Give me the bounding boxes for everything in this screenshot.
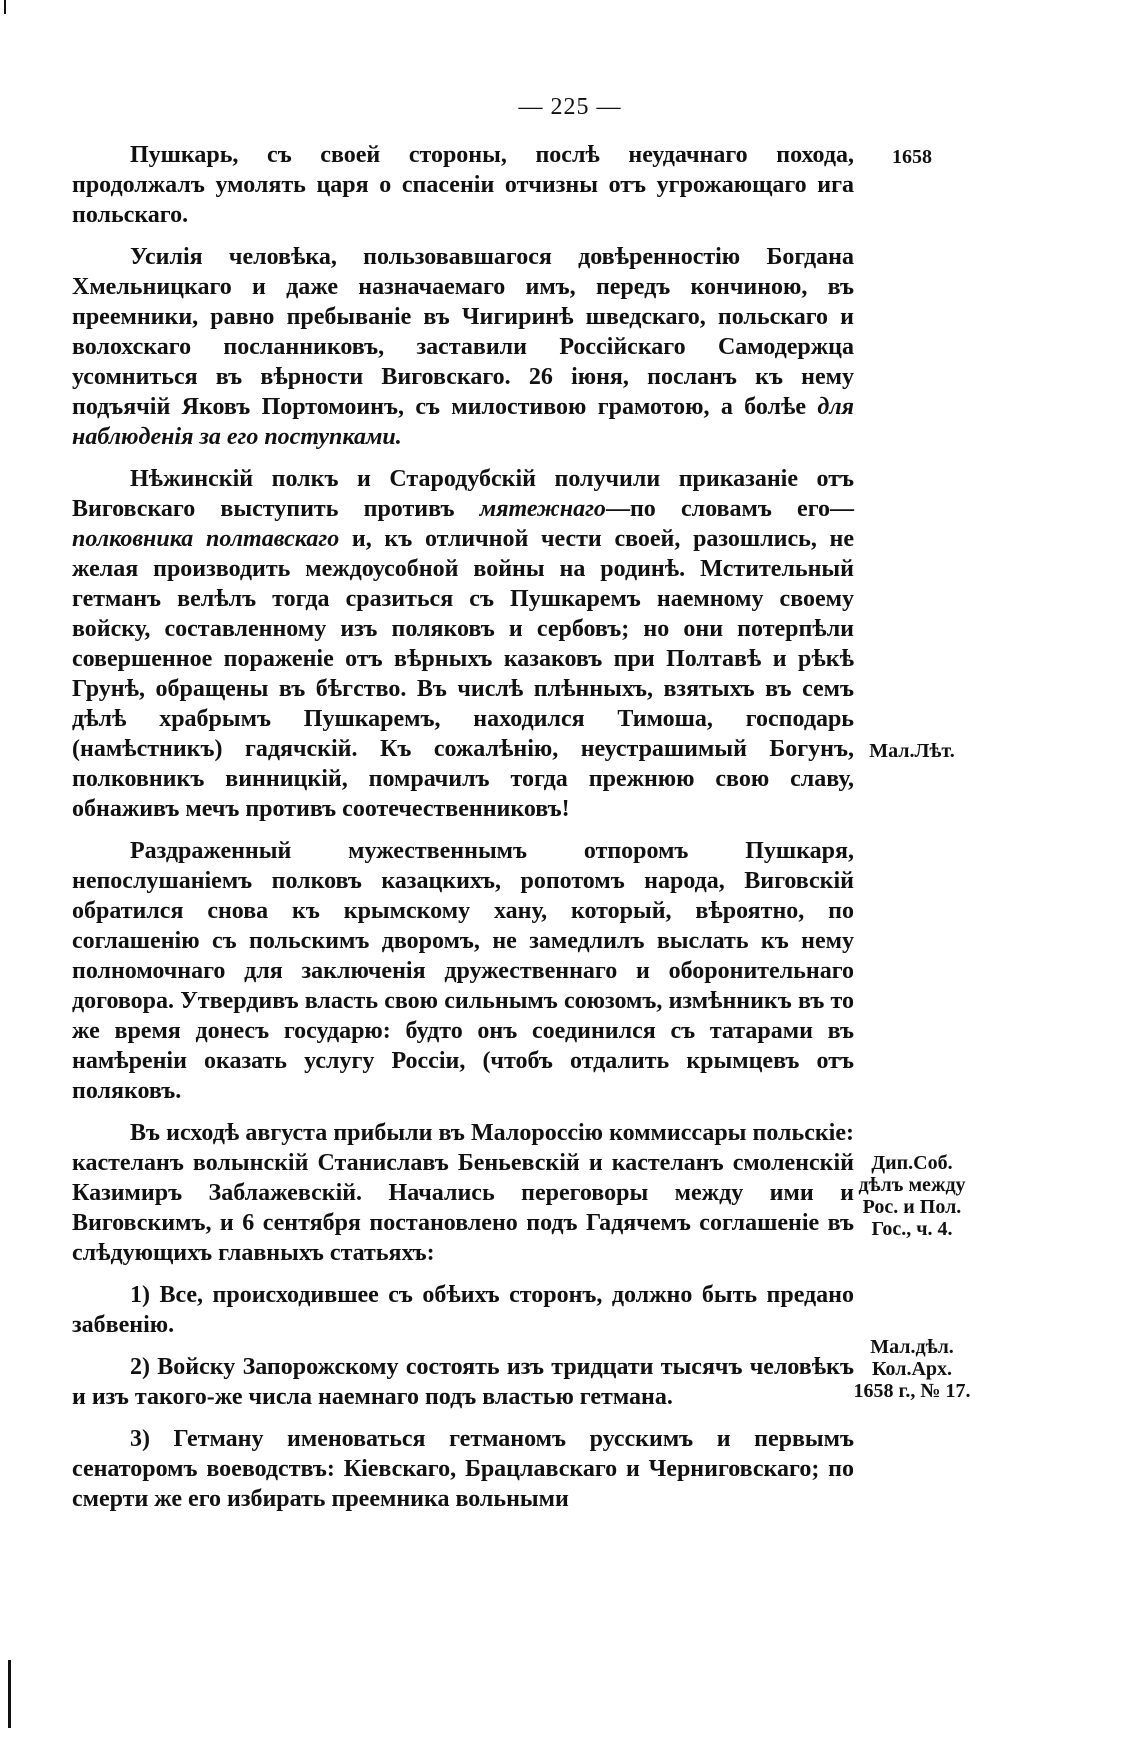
paragraph-3-text-a: Нѣжинскій полкъ и Стародубскій получили приказаніе отъ Виговскаго выступить противъ bbox=[72, 466, 854, 522]
paragraph-4: Раздраженный мужественнымъ отпоромъ Пушкаря, непослушаніемъ полковъ казацкихъ, ропотомъ народа, Виговскій обратился снова къ крымскому хану, который, вѣроятно, по соглашенію съ польскимъ дворомъ, не замедлилъ выслать къ нему полномочнаго для заключенія дружественнаго и оборонительнаго договора. Утвердивъ власть свою сильнымъ союзомъ, измѣнникъ въ то же время донесъ государю: будто онъ соединился съ татарами въ намѣреніи оказать услугу Россіи, (чтобъ отдалить крымцевъ отъ поляковъ. bbox=[72, 838, 854, 1104]
page-number: — 225 — bbox=[518, 94, 622, 120]
main-text bbox=[72, 140, 854, 1526]
paragraph-3-italic-a: мятежнаго bbox=[479, 496, 606, 522]
paragraph-6: 1) Все, происходившее съ обѣихъ сторонъ, должно быть предано забвенію. bbox=[72, 1282, 854, 1338]
paragraph-3-text-b: —по словамъ его— bbox=[605, 496, 854, 522]
paragraph-2-italic: для наблюденія за его поступками. bbox=[72, 394, 854, 450]
paragraph-3-italic-b: полковника полтавскаго bbox=[72, 526, 340, 552]
margin-note-year: 1658 bbox=[892, 146, 932, 168]
paragraph-7: 2) Войску Запорожскому состоять изъ тридцати тысячъ человѣкъ и изъ такого-же числа наемнаго подъ властью гетмана. bbox=[72, 1354, 854, 1410]
margin-note-dip-sob: Дип.Соб. дѣлъ между Рос. и Пол. Гос., ч. 4. bbox=[858, 1152, 966, 1240]
paragraph-2-text: Усилія человѣка, пользовавшагося довѣренностію Богдана Хмельницкаго и даже назначаемаго имъ, передъ кончиною, въ преемники, равно пребываніе въ Чигиринѣ шведскаго, польскаго и волохскаго посланниковъ, заставили Россійскаго Самодержца усомниться въ вѣрности Виговскаго. 26 іюня, посланъ къ нему подъячій Яковъ Портомоинъ, съ милостивою грамотою, а болѣе bbox=[72, 244, 854, 420]
scan-corner-mark bbox=[4, 0, 6, 14]
scan-edge-mark bbox=[8, 1660, 11, 1728]
paragraph-3 bbox=[72, 464, 854, 824]
paragraph-8: 3) Гетману именоваться гетманомъ русскимъ и первымъ сенаторомъ воеводствъ: Кіевскаго, Брацлавскаго и Черниговскаго; по смерти же его избирать преемника вольными bbox=[72, 1426, 854, 1512]
paragraph-3-text-c: и, къ отличной чести своей, разошлись, не желая производить междоусобной войны на родинѣ. Мстительный гетманъ велѣлъ тогда сразиться съ Пушкаремъ наемному своему войску, составленному изъ поляковъ и сербовъ; но они потерпѣли совершенное пораженіе отъ вѣрныхъ казаковъ при Полтавѣ и рѣкѣ Грунѣ, обращены въ бѣгство. Въ числѣ плѣнныхъ, взятыхъ въ семъ дѣлѣ храбрымъ Пушкаремъ, находился Тимоша, господарь (намѣстникъ) гадячскій. Къ сожалѣнію, неустрашимый Богунъ, полковникъ винницкій, помрачилъ тогда прежнюю свою славу, обнаживъ мечъ противъ соотечественниковъ! bbox=[72, 526, 855, 822]
margin-note-mal-let: Мал.Лѣт. bbox=[869, 740, 955, 762]
paragraph-2 bbox=[72, 242, 854, 452]
paragraph-5: Въ исходѣ августа прибыли въ Малороссію коммиссары польскіе: кастеланъ волынскій Станиславъ Беньевскій и кастеланъ смоленскій Казимиръ Заблажевскій. Начались переговоры между ими и Виговскимъ, и 6 сентября постановлено подъ Гадячемъ соглашеніе въ слѣдующихъ главныхъ статьяхъ: bbox=[72, 1120, 854, 1266]
margin-note-mal-del: Мал.дѣл. Кол.Арх. 1658 г., № 17. bbox=[853, 1336, 971, 1402]
paragraph-1: Пушкарь, съ своей стороны, послѣ неудачнаго похода, продолжалъ умолять царя о спасеніи отчизны отъ угрожающаго ига польскаго. bbox=[72, 142, 854, 228]
